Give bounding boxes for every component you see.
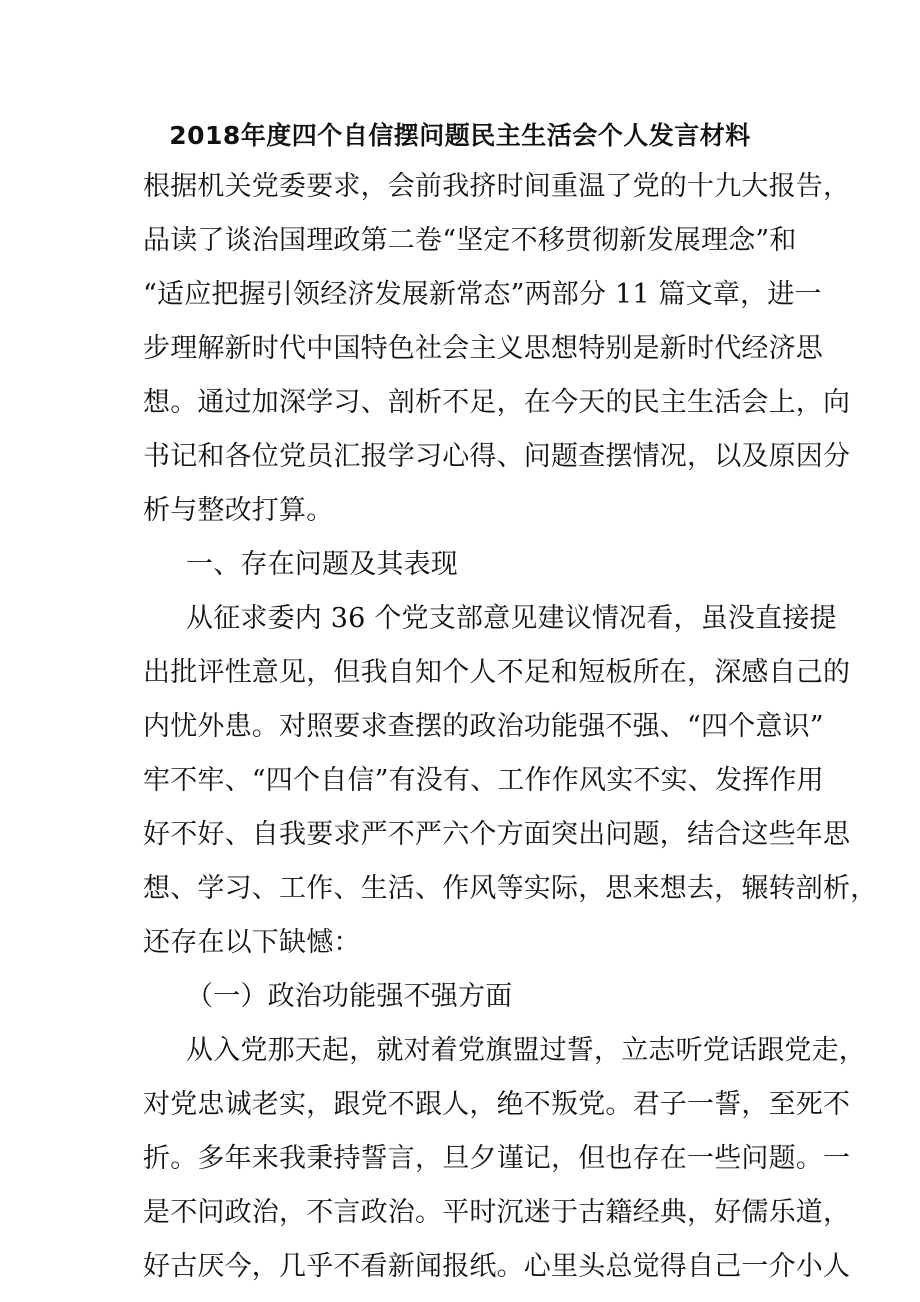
paragraph-line: 品读了谈治国理政第二卷“坚定不移贯彻新发展理念”和 [143,225,797,256]
paragraph-line: 根据机关党委要求，会前我挤时间重温了党的十九大报告， [143,171,851,202]
paragraph-line: 是不问政治，不言政治。平时沉迷于古籍经典，好儒乐道， [143,1197,851,1228]
subsection-heading: （一）政治功能强不强方面 [186,981,513,1012]
document-title: 2018年度四个自信摆问题民主生活会个人发言材料 [169,121,751,150]
paragraph-line: 折。多年来我秉持誓言，旦夕谨记，但也存在一些问题。一 [143,1143,851,1174]
paragraph-line: 书记和各位党员汇报学习心得、问题查摆情况，以及原因分 [143,441,851,472]
paragraph-line: 牢不牢、“四个自信”有没有、工作作风实不实、发挥作用 [143,765,824,796]
paragraph-line: 析与整改打算。 [143,495,334,526]
paragraph-line: 从入党那天起，就对着党旗盟过誓，立志听党话跟党走， [186,1035,866,1066]
paragraph-line: 步理解新时代中国特色社会主义思想特别是新时代经济思 [143,333,823,364]
paragraph-line: 从征求委内 36 个党支部意见建议情况看，虽没直接提 [186,603,837,634]
paragraph-line: 还存在以下缺憾： [143,927,361,958]
section-heading: 一、存在问题及其表现 [186,549,458,580]
paragraph-line: 好不好、自我要求严不严六个方面突出问题，结合这些年思 [143,819,851,850]
paragraph-line: 好古厌今，几乎不看新闻报纸。心里头总觉得自己一介小人 [143,1251,851,1282]
paragraph-line: 想。通过加深学习、剖析不足，在今天的民主生活会上，向 [143,387,851,418]
paragraph-line: 对党忠诚老实，跟党不跟人，绝不叛党。君子一誓，至死不 [143,1089,851,1120]
paragraph-line: 想、学习、工作、生活、作风等实际，思来想去，辗转剖析， [143,873,878,904]
paragraph-line: 出批评性意见，但我自知个人不足和短板所在，深感自己的 [143,657,851,688]
paragraph-line: 内忧外患。对照要求查摆的政治功能强不强、“四个意识” [143,711,824,742]
paragraph-line: “适应把握引领经济发展新常态”两部分 11 篇文章，进一 [143,279,822,310]
